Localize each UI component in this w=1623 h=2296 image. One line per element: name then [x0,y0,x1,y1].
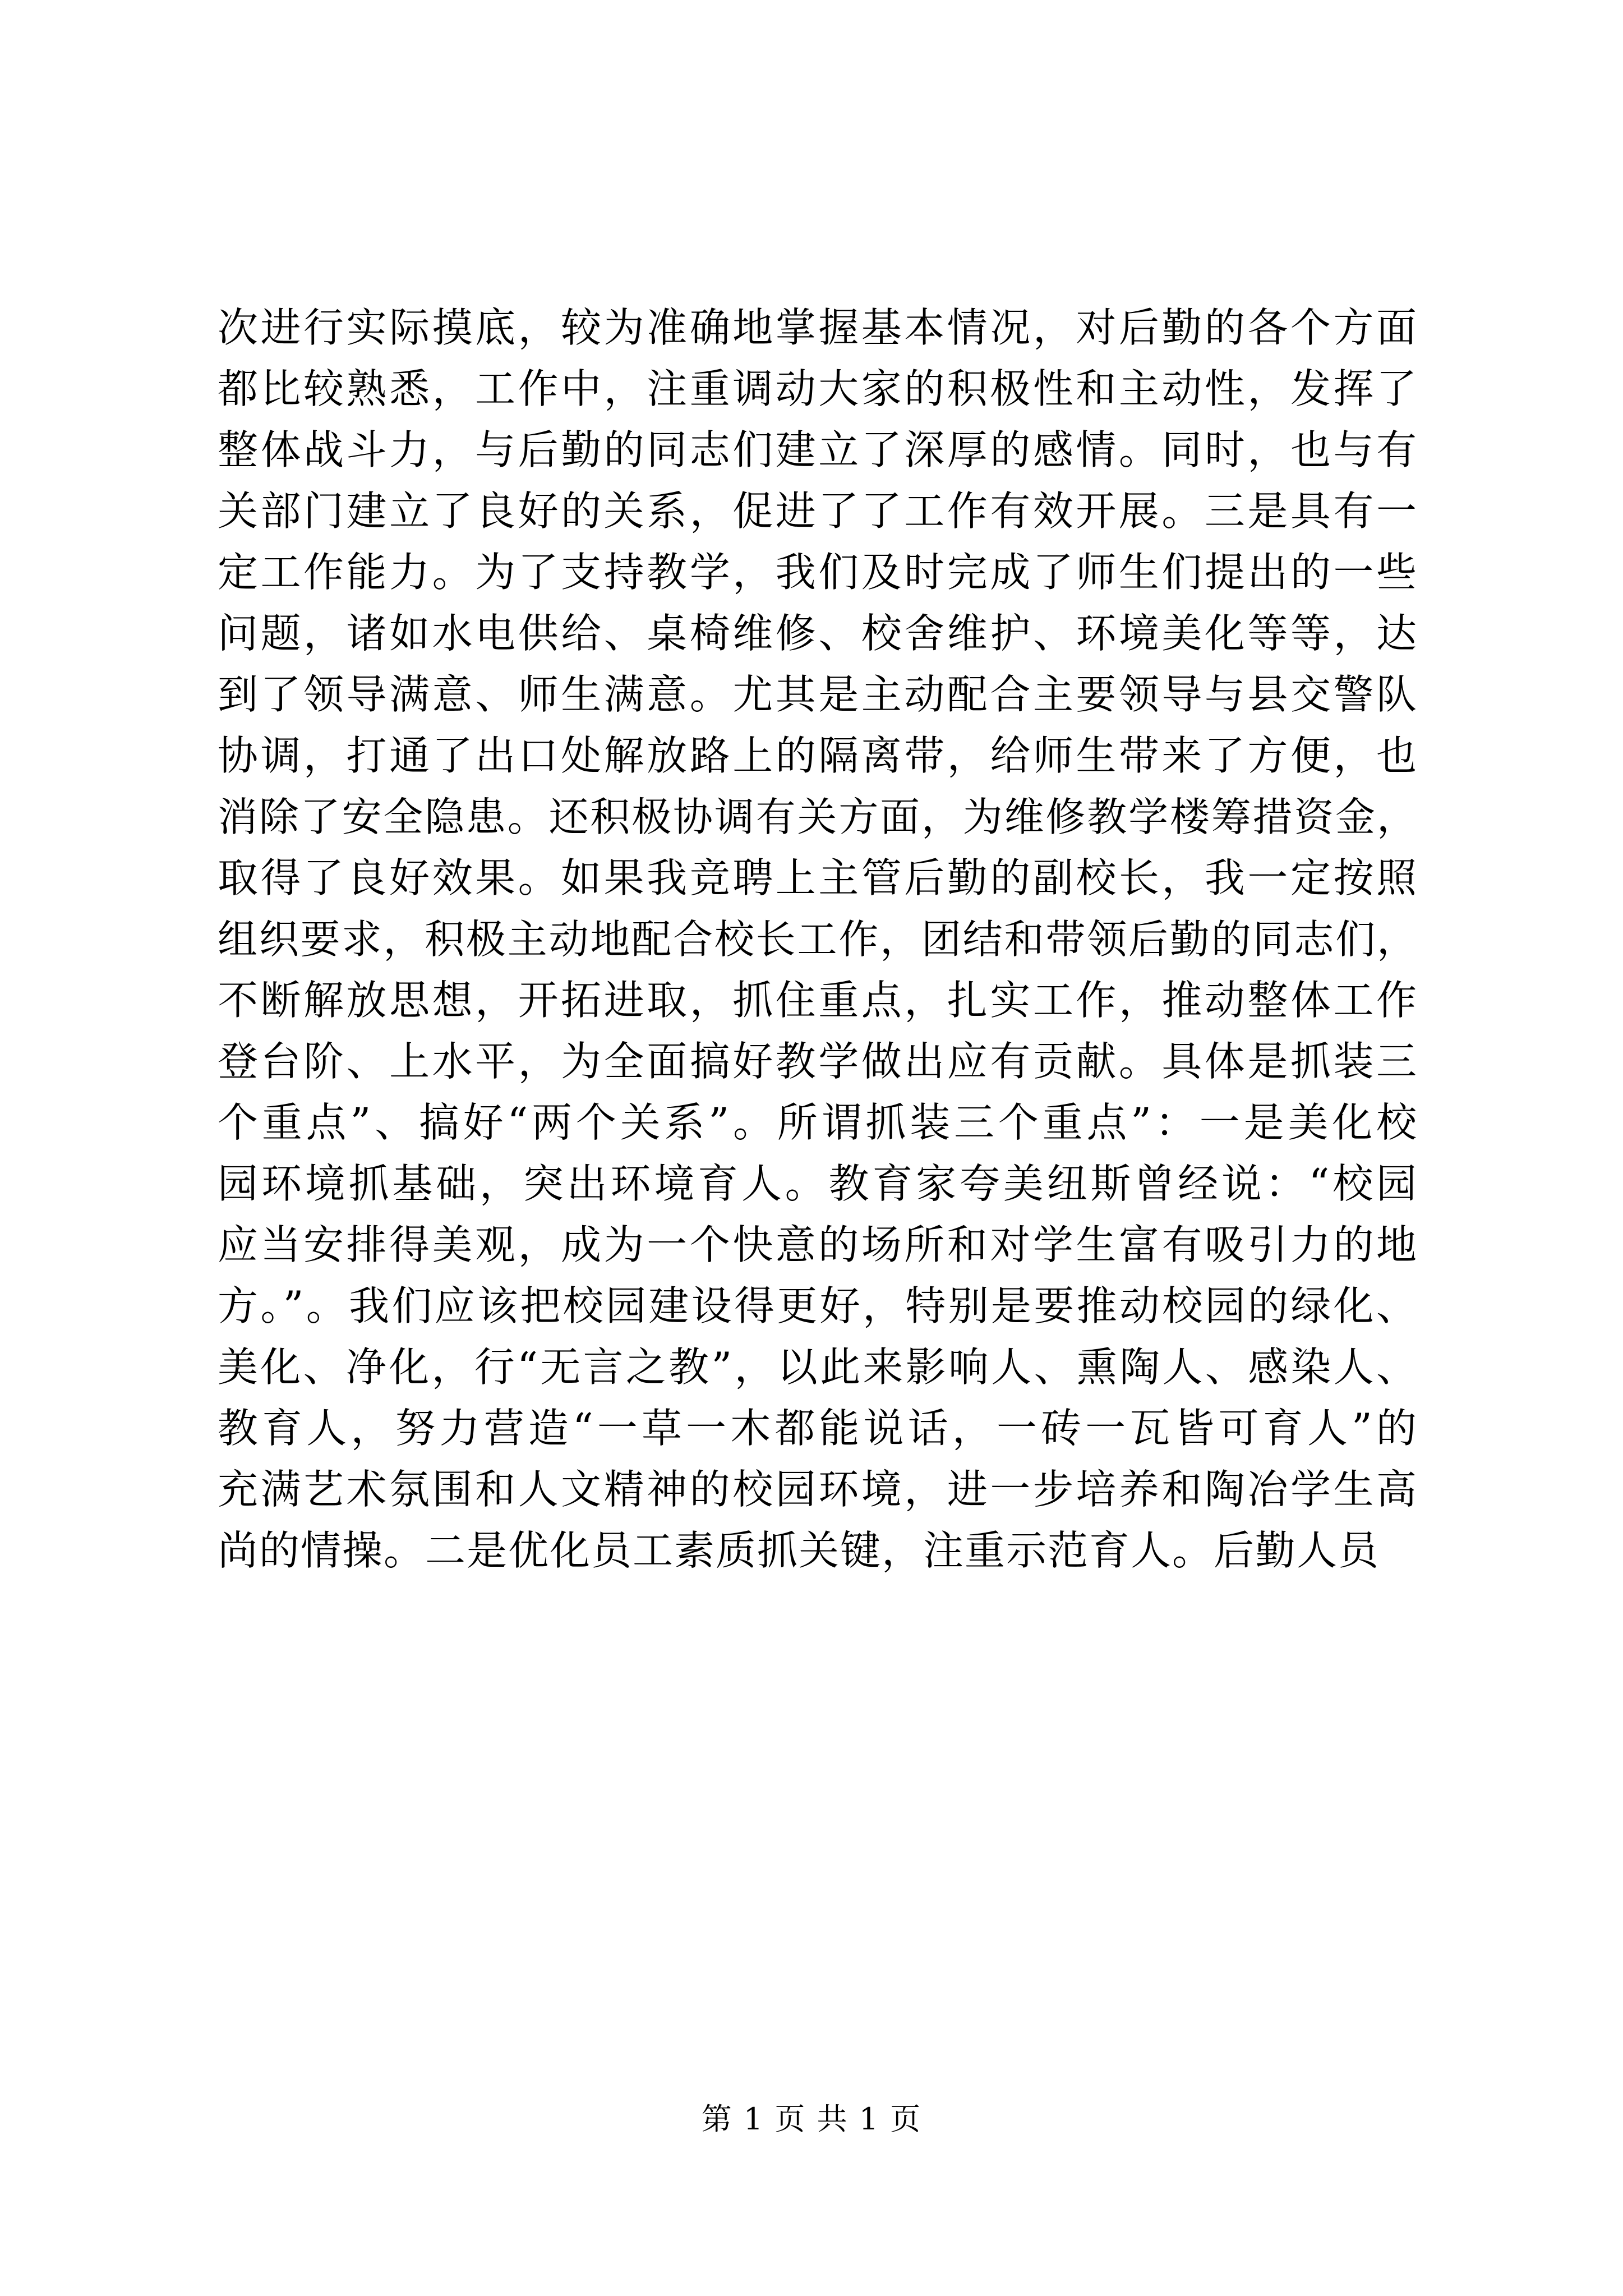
text-line: 教育人，努力营造“一草一木都能说话，一砖一瓦皆可育人”的 [218,1405,1418,1452]
page-number-label: 第 1 页 共 1 页 [701,2101,922,2137]
page-footer [0,2097,1623,2142]
text-line: 组织要求，积极主动地配合校长工作，团结和带领后勤的同志们， [218,916,1418,963]
text-line: 问题，诸如水电供给、桌椅维修、校舍维护、环境美化等等，达 [218,610,1418,657]
text-line: 整体战斗力，与后勤的同志们建立了深厚的感情。同时，也与有 [218,426,1418,473]
text-line: 园环境抓基础，突出环境育人。教育家夸美纽斯曾经说：“校园 [218,1160,1418,1207]
text-line: 协调，打通了出口处解放路上的隔离带，给师生带来了方便，也 [218,732,1418,779]
text-line: 登台阶、上水平，为全面搞好教学做出应有贡献。具体是抓装三 [218,1038,1418,1085]
text-line: 不断解放思想，开拓进取，抓住重点，扎实工作，推动整体工作 [218,977,1418,1024]
text-line: 取得了良好效果。如果我竞聘上主管后勤的副校长，我一定按照 [218,854,1418,901]
text-line: 到了领导满意、师生满意。尤其是主动配合主要领导与县交警队 [218,671,1418,718]
text-line: 应当安排得美观，成为一个快意的场所和对学生富有吸引力的地 [218,1221,1418,1268]
text-line: 美化、净化，行“无言之教”，以此来影响人、熏陶人、感染人、 [218,1343,1418,1391]
text-line: 个重点”、搞好“两个关系”。所谓抓装三个重点”：一是美化校 [218,1099,1418,1146]
text-line: 定工作能力。为了支持教学，我们及时完成了师生们提出的一些 [218,549,1418,596]
text-line: 都比较熟悉，工作中，注重调动大家的积极性和主动性，发挥了 [218,365,1418,412]
body-text [218,297,1418,1581]
text-line: 关部门建立了良好的关系，促进了了工作有效开展。三是具有一 [218,487,1418,535]
text-line: 消除了安全隐患。还积极协调有关方面，为维修教学楼筹措资金， [218,794,1418,840]
text-line: 尚的情操。二是优化员工素质抓关键，注重示范育人。后勤人员 [218,1527,1380,1574]
text-line: 方。”。我们应该把校园建设得更好，特别是要推动校园的绿化、 [218,1282,1418,1329]
text-line: 充满艺术氛围和人文精神的校园环境，进一步培养和陶冶学生高 [218,1466,1418,1513]
text-line: 次进行实际摸底，较为准确地掌握基本情况，对后勤的各个方面 [218,304,1418,351]
